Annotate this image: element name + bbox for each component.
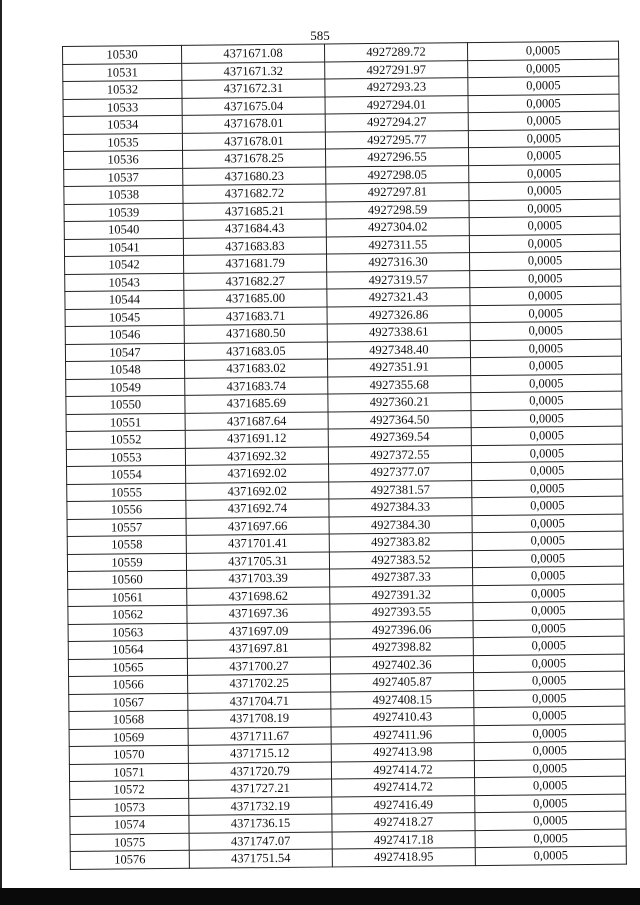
point-number-cell: 10561 bbox=[68, 588, 187, 607]
y-coordinate-cell: 4927411.96 bbox=[331, 725, 474, 744]
y-coordinate-cell: 4927384.33 bbox=[329, 498, 472, 517]
point-number-cell: 10560 bbox=[68, 570, 187, 589]
y-coordinate-cell: 4927418.27 bbox=[332, 813, 475, 832]
y-coordinate-cell: 4927296.55 bbox=[326, 148, 469, 167]
x-coordinate-cell: 4371700.27 bbox=[187, 656, 330, 675]
x-coordinate-cell: 4371681.79 bbox=[184, 254, 327, 273]
y-coordinate-cell: 4927321.43 bbox=[327, 288, 470, 307]
x-coordinate-cell: 4371697.81 bbox=[187, 639, 330, 658]
y-coordinate-cell: 4927398.82 bbox=[330, 638, 473, 657]
y-coordinate-cell: 4927348.40 bbox=[327, 340, 470, 359]
x-coordinate-cell: 4371751.54 bbox=[189, 849, 332, 868]
accuracy-cell: 0,0005 bbox=[471, 374, 622, 393]
y-coordinate-cell: 4927304.02 bbox=[326, 218, 469, 237]
x-coordinate-cell: 4371720.79 bbox=[188, 761, 331, 780]
accuracy-cell: 0,0005 bbox=[470, 269, 621, 288]
point-number-cell: 10568 bbox=[69, 710, 188, 729]
x-coordinate-cell: 4371691.12 bbox=[185, 429, 328, 448]
y-coordinate-cell: 4927383.52 bbox=[329, 550, 472, 569]
accuracy-cell: 0,0005 bbox=[472, 531, 623, 550]
x-coordinate-cell: 4371683.02 bbox=[185, 359, 328, 378]
x-coordinate-cell: 4371732.19 bbox=[189, 796, 332, 815]
x-coordinate-cell: 4371683.71 bbox=[184, 306, 327, 325]
x-coordinate-cell: 4371678.01 bbox=[182, 114, 325, 133]
point-number-cell: 10570 bbox=[69, 745, 188, 764]
accuracy-cell: 0,0005 bbox=[468, 146, 619, 165]
point-number-cell: 10571 bbox=[69, 763, 188, 782]
y-coordinate-cell: 4927413.98 bbox=[331, 743, 474, 762]
point-number-cell: 10559 bbox=[67, 553, 186, 572]
accuracy-cell: 0,0005 bbox=[475, 811, 626, 830]
x-coordinate-cell: 4371671.32 bbox=[182, 61, 325, 80]
accuracy-cell: 0,0005 bbox=[469, 181, 620, 200]
y-coordinate-cell: 4927383.82 bbox=[329, 533, 472, 552]
x-coordinate-cell: 4371683.05 bbox=[184, 341, 327, 360]
x-coordinate-cell: 4371708.19 bbox=[188, 709, 331, 728]
y-coordinate-cell: 4927294.01 bbox=[325, 95, 468, 114]
point-number-cell: 10574 bbox=[70, 815, 189, 834]
point-number-cell: 10547 bbox=[65, 343, 184, 362]
accuracy-cell: 0,0005 bbox=[473, 654, 624, 673]
x-coordinate-cell: 4371703.39 bbox=[187, 569, 330, 588]
x-coordinate-cell: 4371675.04 bbox=[182, 96, 325, 115]
accuracy-cell: 0,0005 bbox=[468, 94, 619, 113]
accuracy-cell: 0,0005 bbox=[475, 776, 626, 795]
point-number-cell: 10563 bbox=[68, 623, 187, 642]
point-number-cell: 10565 bbox=[68, 658, 187, 677]
accuracy-cell: 0,0005 bbox=[468, 129, 619, 148]
y-coordinate-cell: 4927293.23 bbox=[325, 78, 468, 97]
y-coordinate-cell: 4927377.07 bbox=[329, 463, 472, 482]
x-coordinate-cell: 4371685.00 bbox=[184, 289, 327, 308]
x-coordinate-cell: 4371680.23 bbox=[183, 166, 326, 185]
point-number-cell: 10549 bbox=[66, 378, 185, 397]
coordinates-table bbox=[62, 41, 627, 870]
y-coordinate-cell: 4927408.15 bbox=[331, 690, 474, 709]
point-number-cell: 10537 bbox=[64, 168, 183, 187]
point-number-cell: 10541 bbox=[64, 238, 183, 257]
accuracy-cell: 0,0005 bbox=[472, 496, 623, 515]
accuracy-cell: 0,0005 bbox=[472, 549, 623, 568]
point-number-cell: 10542 bbox=[65, 255, 184, 274]
point-number-cell: 10544 bbox=[65, 290, 184, 309]
x-coordinate-cell: 4371698.62 bbox=[187, 586, 330, 605]
point-number-cell: 10538 bbox=[64, 185, 183, 204]
accuracy-cell: 0,0005 bbox=[474, 689, 625, 708]
y-coordinate-cell: 4927289.72 bbox=[324, 43, 467, 62]
accuracy-cell: 0,0005 bbox=[471, 391, 622, 410]
x-coordinate-cell: 4371672.31 bbox=[182, 79, 325, 98]
x-coordinate-cell: 4371702.25 bbox=[188, 674, 331, 693]
accuracy-cell: 0,0005 bbox=[472, 461, 623, 480]
page-number: 585 bbox=[310, 28, 330, 43]
accuracy-cell: 0,0005 bbox=[469, 216, 620, 235]
point-number-cell: 10530 bbox=[63, 45, 182, 64]
y-coordinate-cell: 4927418.95 bbox=[332, 848, 475, 867]
accuracy-cell: 0,0005 bbox=[474, 741, 625, 760]
coordinates-table-body bbox=[63, 41, 627, 869]
accuracy-cell: 0,0005 bbox=[469, 234, 620, 253]
x-coordinate-cell: 4371747.07 bbox=[189, 831, 332, 850]
y-coordinate-cell: 4927387.33 bbox=[330, 568, 473, 587]
y-coordinate-cell: 4927316.30 bbox=[327, 253, 470, 272]
y-coordinate-cell: 4927351.91 bbox=[328, 358, 471, 377]
y-coordinate-cell: 4927372.55 bbox=[328, 445, 471, 464]
point-number-cell: 10557 bbox=[67, 518, 186, 537]
point-number-cell: 10545 bbox=[65, 308, 184, 327]
x-coordinate-cell: 4371692.74 bbox=[186, 499, 329, 518]
x-coordinate-cell: 4371701.41 bbox=[186, 534, 329, 553]
x-coordinate-cell: 4371671.08 bbox=[181, 44, 324, 63]
point-number-cell: 10562 bbox=[68, 605, 187, 624]
y-coordinate-cell: 4927297.81 bbox=[326, 183, 469, 202]
point-number-cell: 10569 bbox=[69, 728, 188, 747]
accuracy-cell: 0,0005 bbox=[470, 251, 621, 270]
x-coordinate-cell: 4371678.01 bbox=[182, 131, 325, 150]
x-coordinate-cell: 4371687.64 bbox=[185, 411, 328, 430]
scan-edge-left bbox=[0, 0, 2, 905]
x-coordinate-cell: 4371727.21 bbox=[189, 779, 332, 798]
point-number-cell: 10548 bbox=[66, 360, 185, 379]
accuracy-cell: 0,0005 bbox=[469, 199, 620, 218]
point-number-cell: 10535 bbox=[63, 133, 182, 152]
x-coordinate-cell: 4371736.15 bbox=[189, 814, 332, 833]
accuracy-cell: 0,0005 bbox=[471, 444, 622, 463]
y-coordinate-cell: 4927369.54 bbox=[328, 428, 471, 447]
accuracy-cell: 0,0005 bbox=[475, 794, 626, 813]
coordinates-table-wrapper bbox=[62, 41, 622, 868]
x-coordinate-cell: 4371678.25 bbox=[183, 149, 326, 168]
x-coordinate-cell: 4371692.02 bbox=[186, 481, 329, 500]
accuracy-cell: 0,0005 bbox=[471, 426, 622, 445]
y-coordinate-cell: 4927364.50 bbox=[328, 410, 471, 429]
point-number-cell: 10550 bbox=[66, 395, 185, 414]
point-number-cell: 10566 bbox=[69, 675, 188, 694]
x-coordinate-cell: 4371715.12 bbox=[188, 744, 331, 763]
point-number-cell: 10564 bbox=[68, 640, 187, 659]
scan-edge-bottom bbox=[0, 888, 640, 905]
x-coordinate-cell: 4371692.32 bbox=[185, 446, 328, 465]
point-number-cell: 10555 bbox=[67, 483, 186, 502]
point-number-cell: 10573 bbox=[70, 798, 189, 817]
y-coordinate-cell: 4927402.36 bbox=[330, 655, 473, 674]
point-number-cell: 10543 bbox=[65, 273, 184, 292]
x-coordinate-cell: 4371682.72 bbox=[183, 184, 326, 203]
y-coordinate-cell: 4927319.57 bbox=[327, 270, 470, 289]
point-number-cell: 10534 bbox=[63, 115, 182, 134]
accuracy-cell: 0,0005 bbox=[469, 164, 620, 183]
x-coordinate-cell: 4371684.43 bbox=[183, 219, 326, 238]
point-number-cell: 10539 bbox=[64, 203, 183, 222]
x-coordinate-cell: 4371704.71 bbox=[188, 691, 331, 710]
y-coordinate-cell: 4927298.05 bbox=[326, 165, 469, 184]
accuracy-cell: 0,0005 bbox=[473, 601, 624, 620]
accuracy-cell: 0,0005 bbox=[471, 356, 622, 375]
x-coordinate-cell: 4371683.74 bbox=[185, 376, 328, 395]
accuracy-cell: 0,0005 bbox=[470, 286, 621, 305]
accuracy-cell: 0,0005 bbox=[470, 304, 621, 323]
accuracy-cell: 0,0005 bbox=[468, 59, 619, 78]
y-coordinate-cell: 4927294.27 bbox=[325, 113, 468, 132]
y-coordinate-cell: 4927391.32 bbox=[330, 585, 473, 604]
accuracy-cell: 0,0005 bbox=[468, 76, 619, 95]
y-coordinate-cell: 4927338.61 bbox=[327, 323, 470, 342]
point-number-cell: 10575 bbox=[70, 833, 189, 852]
y-coordinate-cell: 4927414.72 bbox=[332, 778, 475, 797]
y-coordinate-cell: 4927311.55 bbox=[326, 235, 469, 254]
y-coordinate-cell: 4927393.55 bbox=[330, 603, 473, 622]
y-coordinate-cell: 4927355.68 bbox=[328, 375, 471, 394]
point-number-cell: 10533 bbox=[63, 98, 182, 117]
x-coordinate-cell: 4371697.36 bbox=[187, 604, 330, 623]
y-coordinate-cell: 4927416.49 bbox=[332, 795, 475, 814]
y-coordinate-cell: 4927291.97 bbox=[325, 60, 468, 79]
y-coordinate-cell: 4927326.86 bbox=[327, 305, 470, 324]
y-coordinate-cell: 4927384.30 bbox=[329, 515, 472, 534]
x-coordinate-cell: 4371682.27 bbox=[184, 271, 327, 290]
x-coordinate-cell: 4371697.09 bbox=[187, 621, 330, 640]
x-coordinate-cell: 4371705.31 bbox=[186, 551, 329, 570]
point-number-cell: 10558 bbox=[67, 535, 186, 554]
accuracy-cell: 0,0005 bbox=[473, 619, 624, 638]
y-coordinate-cell: 4927381.57 bbox=[329, 480, 472, 499]
accuracy-cell: 0,0005 bbox=[468, 111, 619, 130]
point-number-cell: 10532 bbox=[63, 80, 182, 99]
x-coordinate-cell: 4371685.69 bbox=[185, 394, 328, 413]
point-number-cell: 10554 bbox=[67, 465, 186, 484]
point-number-cell: 10540 bbox=[64, 220, 183, 239]
x-coordinate-cell: 4371711.67 bbox=[188, 726, 331, 745]
point-number-cell: 10572 bbox=[70, 780, 189, 799]
y-coordinate-cell: 4927298.59 bbox=[326, 200, 469, 219]
accuracy-cell: 0,0005 bbox=[472, 479, 623, 498]
x-coordinate-cell: 4371680.50 bbox=[184, 324, 327, 343]
point-number-cell: 10553 bbox=[66, 448, 185, 467]
accuracy-cell: 0,0005 bbox=[472, 514, 623, 533]
point-number-cell: 10536 bbox=[64, 150, 183, 169]
accuracy-cell: 0,0005 bbox=[473, 584, 624, 603]
x-coordinate-cell: 4371692.02 bbox=[186, 464, 329, 483]
point-number-cell: 10552 bbox=[66, 430, 185, 449]
point-number-cell: 10551 bbox=[66, 413, 185, 432]
accuracy-cell: 0,0005 bbox=[474, 724, 625, 743]
point-number-cell: 10546 bbox=[65, 325, 184, 344]
x-coordinate-cell: 4371683.83 bbox=[183, 236, 326, 255]
accuracy-cell: 0,0005 bbox=[467, 41, 618, 60]
accuracy-cell: 0,0005 bbox=[473, 566, 624, 585]
y-coordinate-cell: 4927405.87 bbox=[331, 673, 474, 692]
accuracy-cell: 0,0005 bbox=[470, 339, 621, 358]
point-number-cell: 10531 bbox=[63, 63, 182, 82]
accuracy-cell: 0,0005 bbox=[475, 829, 626, 848]
accuracy-cell: 0,0005 bbox=[474, 759, 625, 778]
y-coordinate-cell: 4927396.06 bbox=[330, 620, 473, 639]
x-coordinate-cell: 4371697.66 bbox=[186, 516, 329, 535]
point-number-cell: 10576 bbox=[70, 850, 189, 869]
y-coordinate-cell: 4927410.43 bbox=[331, 708, 474, 727]
accuracy-cell: 0,0005 bbox=[471, 409, 622, 428]
accuracy-cell: 0,0005 bbox=[473, 636, 624, 655]
y-coordinate-cell: 4927360.21 bbox=[328, 393, 471, 412]
accuracy-cell: 0,0005 bbox=[470, 321, 621, 340]
point-number-cell: 10567 bbox=[69, 693, 188, 712]
y-coordinate-cell: 4927417.18 bbox=[332, 830, 475, 849]
x-coordinate-cell: 4371685.21 bbox=[183, 201, 326, 220]
point-number-cell: 10556 bbox=[67, 500, 186, 519]
y-coordinate-cell: 4927295.77 bbox=[325, 130, 468, 149]
accuracy-cell: 0,0005 bbox=[475, 846, 626, 865]
y-coordinate-cell: 4927414.72 bbox=[331, 760, 474, 779]
accuracy-cell: 0,0005 bbox=[474, 706, 625, 725]
accuracy-cell: 0,0005 bbox=[474, 671, 625, 690]
